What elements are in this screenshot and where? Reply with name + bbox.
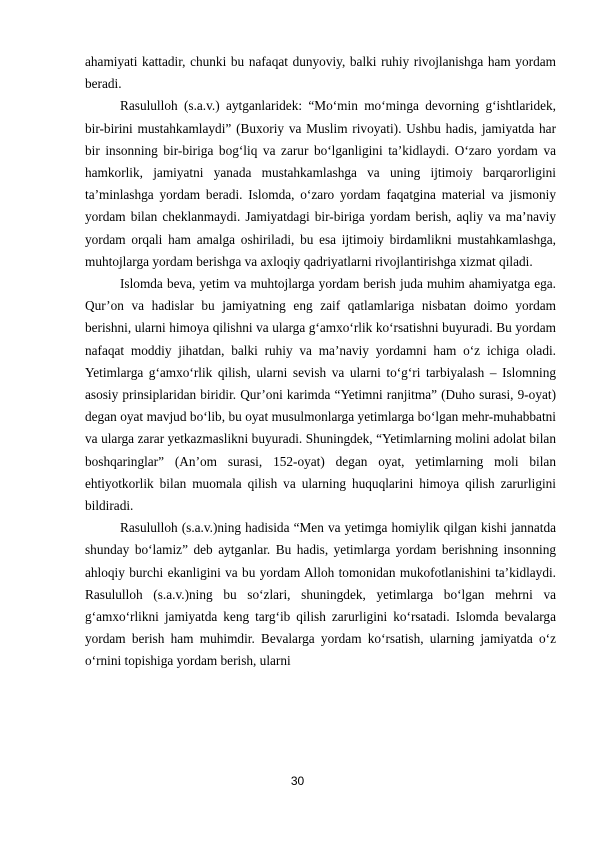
- document-page: [85, 51, 556, 673]
- paragraph-hadith-cooperation: Rasululloh (s.a.v.) aytganlaridek: “Mo‘min mo‘minga devorning g‘ishtlaridek, bir-birini mustahkamlaydi” (Buxoriy va Muslim rivoyati). Ushbu hadis, jamiyatda har bir insonning bir-biriga bog‘liq va zarur bo‘lganligini ta’kidlaydi. O‘zaro yordam va hamkorlik, jamiyatni yanada mustahkamlashga va uning ijtimoiy barqarorligini ta’minlashga yordam beradi. Islomda, o‘zaro yordam faqatgina material va jismoniy yordam bilan cheklanmaydi. Jamiyatdagi bir-biriga yordam berish, aqliy va ma’naviy yordam orqali ham amalga oshiriladi, bu esa ijtimoiy birdamlikni mustahkamlashga, muhtojlarga yordam berishga va axloqiy qadriyatlarni rivojlantirishga xizmat qiladi.: [85, 98, 556, 269]
- paragraph-orphans-widows: Islomda beva, yetim va muhtojlarga yordam berish juda muhim ahamiyatga ega. Qur’on va hadislar bu jamiyatning eng zaif qatlamlariga nisbatan doimo yordam berishni, ularni himoya qilishni va ularga g‘amxo‘rlik ko‘rsatishni buyuradi. Bu yordam nafaqat moddiy jihatdan, balki ruhiy va ma’naviy yordamni ham o‘z ichiga oladi. Yetimlarga g‘amxo‘rlik qilish, ularni sevish va ularni to‘g‘ri tarbiyalash – Islomning asosiy prinsiplaridan biridir. Qur’oni karimda “Yetimni ranjitma” (Duho surasi, 9-oyat) degan oyat mavjud bo‘lib, bu oyat musulmonlarga yetimlarga bo‘lgan mehr-muhabbatni va ularga zarar yetkazmaslikni buyuradi. Shuningdek, “Yetimlarning molini adolat bilan boshqaringlar” (An’om surasi, 152-oyat) degan oyat, yetimlarning moli bilan ehtiyotkorlik bilan muomala qilish va ularning huquqlarini himoya qilish zarurligini bildiradi.: [85, 276, 556, 514]
- paragraph-hadith-orphans: Rasululloh (s.a.v.)ning hadisida “Men va yetimga homiylik qilgan kishi jannatda shunday bo‘lamiz” deb aytganlar. Bu hadis, yetimlarga yordam berishning insonning ahloqiy burchi ekanligini va bu yordam Alloh tomonidan mukofotlanishini ta’kidlaydi. Rasululloh (s.a.v.)ning bu so‘zlari, shuningdek, yetimlarga bo‘lgan mehrni va g‘amxo‘rlikni jamiyatda keng targ‘ib qilish zarurligini ko‘rsatadi. Islomda bevalarga yordam berish ham muhimdir. Bevalarga yordam ko‘rsatish, ularning jamiyatda o‘z o‘rnini topishiga yordam berish, ularni: [85, 520, 556, 669]
- paragraph-continuation: ahamiyati kattadir, chunki bu nafaqat dunyoviy, balki ruhiy rivojlanishga ham yordam beradi.: [85, 54, 556, 92]
- page-number: 30: [290, 774, 305, 788]
